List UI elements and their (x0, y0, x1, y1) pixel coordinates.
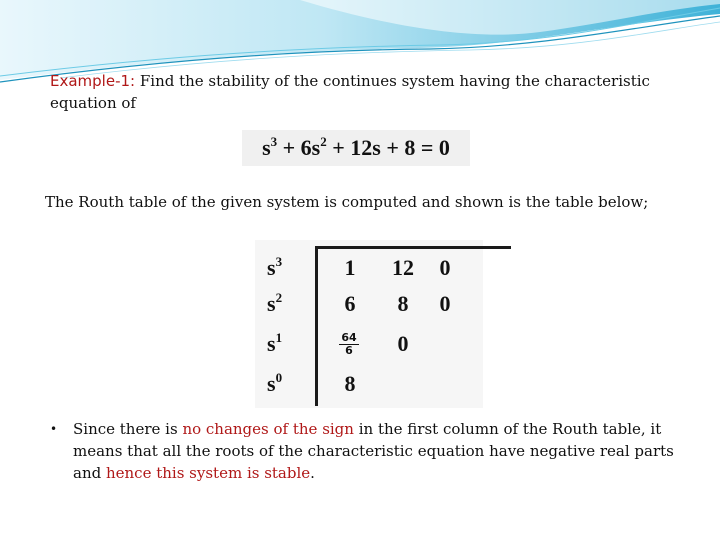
routh-row-s0 (255, 368, 483, 400)
fraction-numerator: 64 (339, 328, 359, 345)
row-label: $s^1$ (267, 330, 283, 356)
routh-row-s3 (255, 252, 483, 284)
routh-intro-text: The Routh table of the given system is computed and shown is the table below; (45, 193, 649, 211)
row-label: $s^3$ (267, 254, 283, 280)
equation-term-6s: + 6s (277, 135, 321, 160)
table-cell: 8 (397, 291, 409, 316)
example-statement (50, 70, 690, 114)
bullet-marker: • (50, 422, 58, 436)
row-label: $s^0$ (267, 370, 283, 396)
table-cell: 0 (397, 331, 409, 356)
routh-table-horizontal-rule (315, 246, 511, 249)
table-cell: 0 (439, 255, 451, 280)
equation-exponent-2: 2 (320, 134, 327, 149)
routh-row-s2 (255, 288, 483, 320)
table-cell: 0 (439, 291, 451, 316)
table-cell: 8 (344, 371, 356, 396)
table-cell: 12 (392, 255, 414, 280)
example-text: Find the stability of the continues system having the characteristic equation of (50, 72, 650, 112)
conclusion-text: Since there is no changes of the sign in the first column of the Routh table, it means that all the roots of the characteristic equation have negative real parts and hence this system is stable. (73, 420, 674, 482)
routh-table (255, 240, 483, 408)
conclusion-bullet (50, 418, 690, 484)
table-cell: 6 (344, 291, 356, 316)
highlight-no-sign-change: no changes of the sign (182, 420, 354, 438)
example-label: Example-1: (50, 72, 136, 90)
characteristic-equation (242, 130, 470, 166)
equation-s-cubed-base: s (262, 135, 271, 160)
equation-exponent-3: 3 (270, 134, 278, 149)
table-cell: 1 (344, 255, 356, 280)
fraction-denominator: 6 (345, 344, 353, 357)
fraction-cell (339, 328, 359, 357)
row-label: $s^2$ (267, 290, 283, 316)
highlight-system-stable: hence this system is stable (105, 464, 311, 482)
equation-remaining-terms: + 12s + 8 = 0 (326, 135, 450, 160)
routh-row-s1 (255, 328, 483, 360)
